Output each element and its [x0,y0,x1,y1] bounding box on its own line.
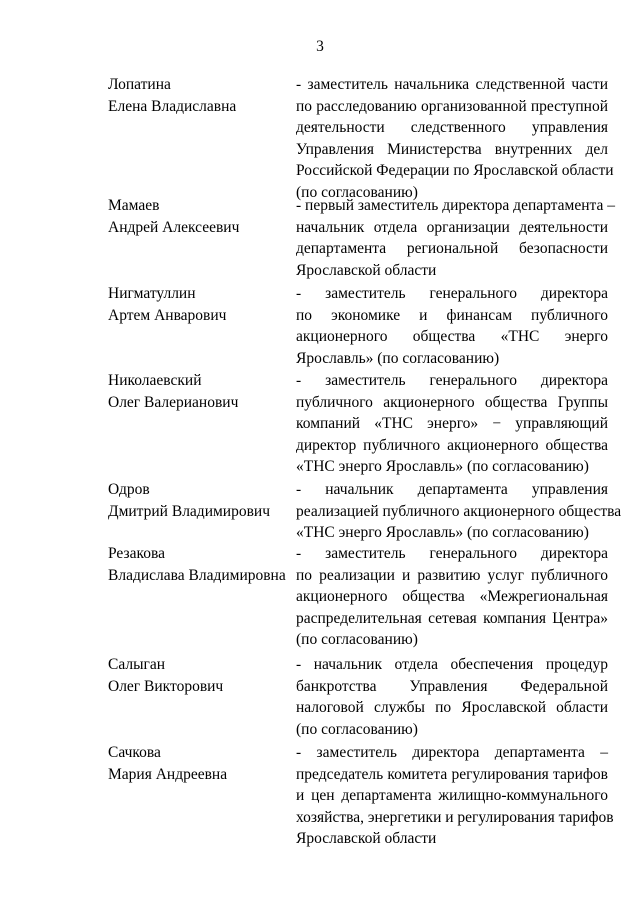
position-line: - заместитель генерального директора [296,372,608,389]
member-name [108,370,288,413]
member-given-names: Олег Викторович [108,677,224,695]
position-line: реализацией публичного акционерного общества [296,502,622,520]
member-name [108,654,288,697]
position-line: (по согласованию) [296,720,418,738]
position-line: «ТНС энерго Ярославль» (по согласованию) [296,524,589,541]
position-line: акционерного общества «Межрегиональная [296,588,608,605]
position-line: по экономике и финансам публичного [296,306,608,324]
position-line: налоговой службы по Ярославской области [296,699,608,716]
member-given-names: Владислава Владимировна [108,566,286,584]
member-name [108,742,288,785]
position-line: - заместитель директора департамента – [296,744,608,761]
member-name [108,543,288,586]
member-name [108,74,288,117]
member-name [108,195,288,238]
member-surname: Одров [108,481,150,498]
position-line: распределительная сетевая компания Центра» [296,609,608,627]
member-position [296,479,622,544]
member-position [296,543,608,651]
position-line: и цен департамента жилищно-коммунального [296,787,608,804]
member-surname: Николаевский [108,372,202,389]
position-line: - начальник отдела обеспечения процедур [296,656,608,673]
position-line: Российской Федерации по Ярославской области [296,162,614,179]
position-line: по реализации и развитию услуг публичного [296,566,608,584]
member-given-names: Мария Андреевна [108,765,228,783]
member-given-names: Андрей Алексеевич [108,218,240,236]
position-line: Ярославской области [296,830,437,847]
member-position [296,195,615,281]
member-surname: Сачкова [108,744,161,761]
position-line: - первый заместитель директора департамента – [296,197,615,214]
position-line: директор публичного акционерного общества [296,436,608,454]
member-name [108,283,288,326]
member-given-names: Дмитрий Владимирович [108,502,271,520]
position-line: хозяйства, энергетики и регулирования тарифов [296,808,614,826]
position-line: публичного акционерного общества Группы [296,393,608,411]
position-line: банкротства Управления Федеральной [296,677,608,695]
member-given-names: Елена Владиславна [108,97,237,115]
position-line: председатель комитета регулирования тарифов [296,765,608,783]
member-position [296,283,608,369]
member-position [296,370,608,478]
member-surname: Лопатина [108,76,171,93]
position-line: компаний «ТНС энерго» − управляющий [296,415,608,432]
position-line: деятельности следственного управления [296,119,608,136]
position-line: Ярославль» (по согласованию) [296,349,500,367]
position-line: (по согласованию) [296,631,418,648]
position-line: акционерного общества «ТНС энерго [296,328,608,345]
position-line: Управления Министерства внутренних дел [296,140,608,158]
position-line: начальник отдела организации деятельности [296,218,608,236]
position-line: - заместитель генерального директора [296,285,608,302]
position-line: - начальник департамента управления [296,481,608,498]
position-line: - заместитель генерального директора [296,545,608,562]
member-surname: Мамаев [108,197,160,214]
member-position [296,654,608,740]
member-surname: Нигматуллин [108,285,196,302]
position-line: «ТНС энерго Ярославль» (по согласованию) [296,458,589,475]
position-line: департамента региональной безопасности [296,240,608,257]
member-name [108,479,288,522]
position-line: Ярославской области [296,261,437,279]
member-surname: Салыган [108,656,166,673]
member-position [296,74,614,203]
member-given-names: Олег Валерианович [108,393,239,411]
member-position [296,742,614,850]
member-given-names: Артем Анварович [108,306,227,324]
position-line: по расследованию организованной преступной [296,97,608,115]
position-line: (по согласованию) [296,183,418,201]
position-line: - заместитель начальника следственной части [296,76,608,93]
page-number: 3 [316,38,324,55]
member-surname: Резакова [108,545,165,562]
